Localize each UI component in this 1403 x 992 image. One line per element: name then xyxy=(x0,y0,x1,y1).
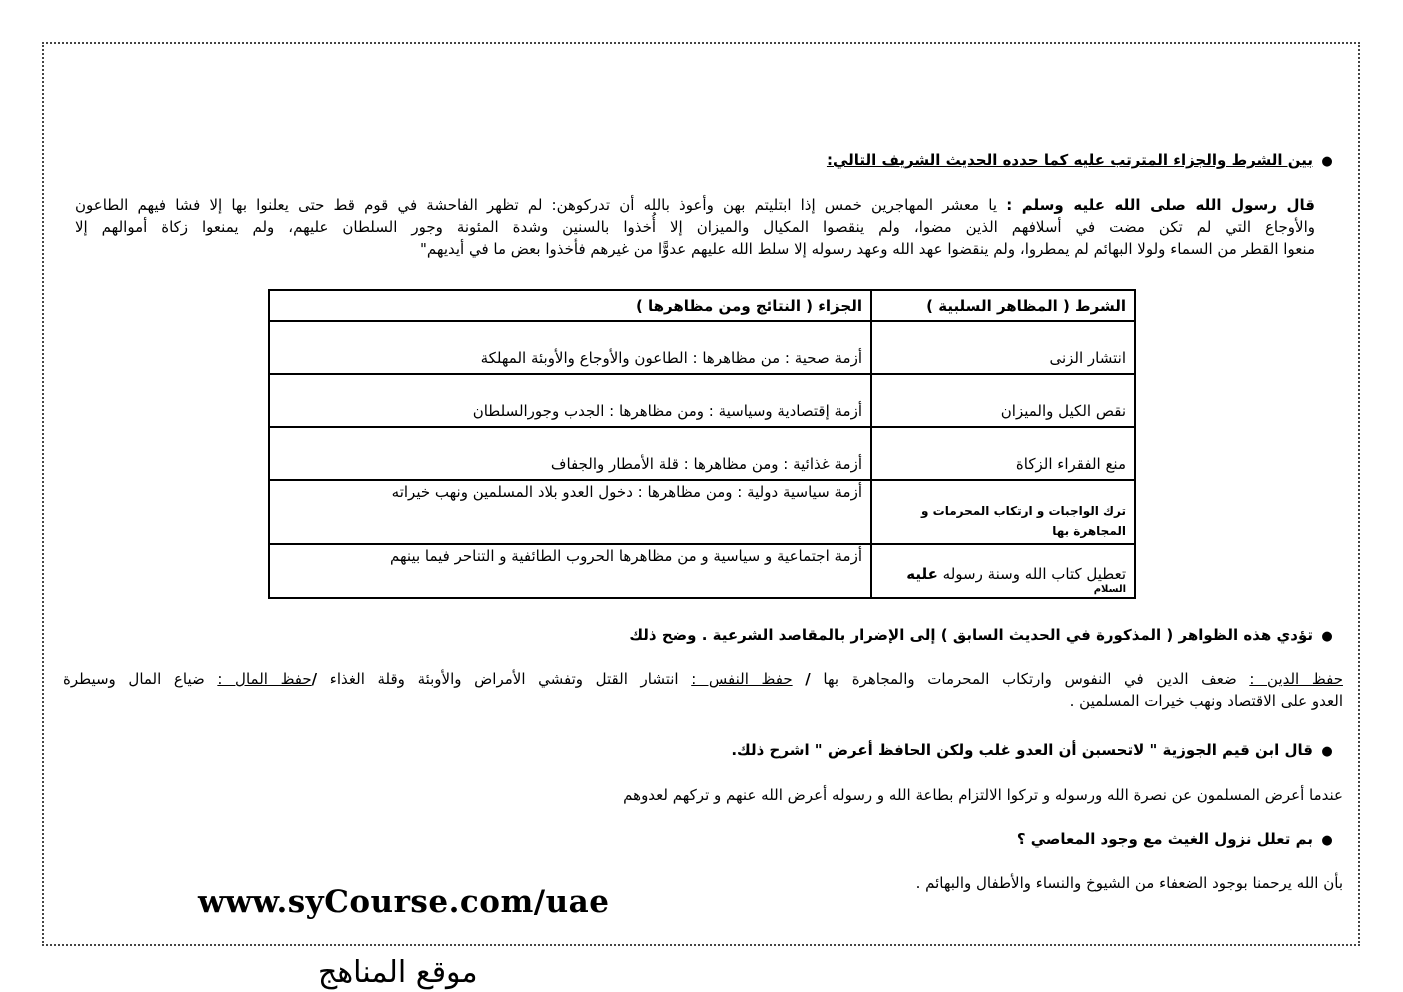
deen-label: حفظ الدين : xyxy=(1249,670,1343,688)
table-row xyxy=(269,544,1135,598)
nafs-text: انتشار القتل وتفشي الأمراض والأوبئة وقلة الغذاء xyxy=(317,670,692,688)
row-condition: نقص الكيل والميزان xyxy=(871,374,1135,427)
row-condition xyxy=(871,480,1135,544)
nafs-label: حفظ النفس : xyxy=(691,670,793,688)
hadith-paragraph xyxy=(75,194,1315,260)
header-result: الجزاء ( النتائج ومن مظاهرها ) xyxy=(269,290,871,321)
bullet-icon: ● xyxy=(1321,744,1333,759)
hadith-line3: منعوا القطر من السماء ولولا البهائم لم يمطروا، ولم ينقضوا عهد الله وعهد رسوله إلا سلط الله عليهم عدوًّا من غيرهم فأخذوا بعض ما في أيديهم" xyxy=(420,240,1315,258)
question1-heading xyxy=(827,151,1341,169)
question2-line2: العدو على الاقتصاد ونهب خيرات المسلمين . xyxy=(1069,692,1343,710)
table-header-row xyxy=(269,290,1135,321)
question4-heading xyxy=(1017,830,1341,848)
hadith-lead: قال رسول الله صلى الله عليه وسلم : xyxy=(1006,196,1315,214)
table-row xyxy=(269,427,1135,480)
table-row xyxy=(269,480,1135,544)
footer-url: www.syCourse.com/uae xyxy=(198,884,610,920)
footer-site-name: موقع المناهج xyxy=(318,955,478,990)
question4-heading-text: بم تعلل نزول الغيث مع وجود المعاصي ؟ xyxy=(1016,830,1313,848)
question2-heading-text: تؤدي هذه الظواهر ( المذكورة في الحديث السابق ) إلى الإضرار بالمقاصد الشرعية . وضح ذلك xyxy=(629,626,1313,644)
table-row xyxy=(269,321,1135,374)
separator: / xyxy=(311,670,318,688)
hadith-line1: يا معشر المهاجرين خمس إذا ابتليتم بهن وأعوذ بالله أن تدركوهن: لم تظهر الفاحشة في قوم قط حتى يعلنوا بها إلا فشا فيهم الطاعون xyxy=(75,196,998,214)
row-condition xyxy=(871,544,1135,598)
mal-text: ضياع المال وسيطرة xyxy=(63,670,218,688)
row-condition-main: تعطيل كتاب الله وسنة رسوله xyxy=(942,565,1126,583)
row-result: أزمة اجتماعية و سياسية و من مظاهرها الحروب الطائفية و التناحر فيما بينهم xyxy=(269,544,871,598)
row-result: أزمة سياسية دولية : ومن مظاهرها : دخول العدو بلاد المسلمين ونهب خيراته xyxy=(269,480,871,544)
row-condition: منع الفقراء الزكاة xyxy=(871,427,1135,480)
row-result: أزمة صحية : من مظاهرها : الطاعون والأوجاع والأوبئة المهلكة xyxy=(269,321,871,374)
deen-text: ضعف الدين في النفوس وارتكاب المحرمات والمجاهرة بها xyxy=(810,670,1250,688)
question3-heading xyxy=(731,741,1341,759)
bullet-icon: ● xyxy=(1321,629,1333,644)
row-condition-bold: عليه xyxy=(906,565,938,583)
bullet-icon: ● xyxy=(1321,154,1333,169)
separator: / xyxy=(805,670,811,688)
row-result: أزمة غذائية : ومن مظاهرها : قلة الأمطار والجفاف xyxy=(269,427,871,480)
row-condition: انتشار الزنى xyxy=(871,321,1135,374)
question2-answer xyxy=(63,668,1343,712)
mal-label: حفظ المال : xyxy=(217,670,312,688)
row-condition-small: السلام xyxy=(1093,584,1126,595)
question2-heading xyxy=(629,626,1341,644)
question4-answer: بأن الله يرحمنا بوجود الضعفاء من الشيوخ والنساء والأطفال والبهائم . xyxy=(915,874,1343,892)
bullet-icon: ● xyxy=(1321,833,1333,848)
question3-answer: عندما أعرض المسلمون عن نصرة الله ورسوله و تركوا الالتزام بطاعة الله و رسوله أعرض الله عنهم و تركهم لعدوهم xyxy=(623,786,1343,804)
row-condition-text: ترك الواجبات و ارتكاب المحرمات و المجاهرة بها xyxy=(921,504,1126,538)
question1-heading-text: بين الشرط والجزاء المترتب عليه كما حدده الحديث الشريف التالي: xyxy=(826,151,1313,169)
table-row xyxy=(269,374,1135,427)
hadith-line2: والأوجاع التي لم تكن مضت في أسلافهم الذين مضوا، ولم ينقصوا المكيال والميزان إلا أُخذوا بالسنين وشدة المئونة وجور السلطان عليهم، ولم يمنعوا زكاة أموالهم إلا xyxy=(75,218,1315,236)
condition-result-table xyxy=(268,289,1136,599)
row-result: أزمة إقتصادية وسياسية : ومن مظاهرها : الجدب وجورالسلطان xyxy=(269,374,871,427)
question3-heading-text: قال ابن قيم الجوزية " لاتحسبن أن العدو غلب ولكن الحافظ أعرض " اشرح ذلك. xyxy=(731,741,1313,759)
header-condition: الشرط ( المظاهر السلبية ) xyxy=(871,290,1135,321)
